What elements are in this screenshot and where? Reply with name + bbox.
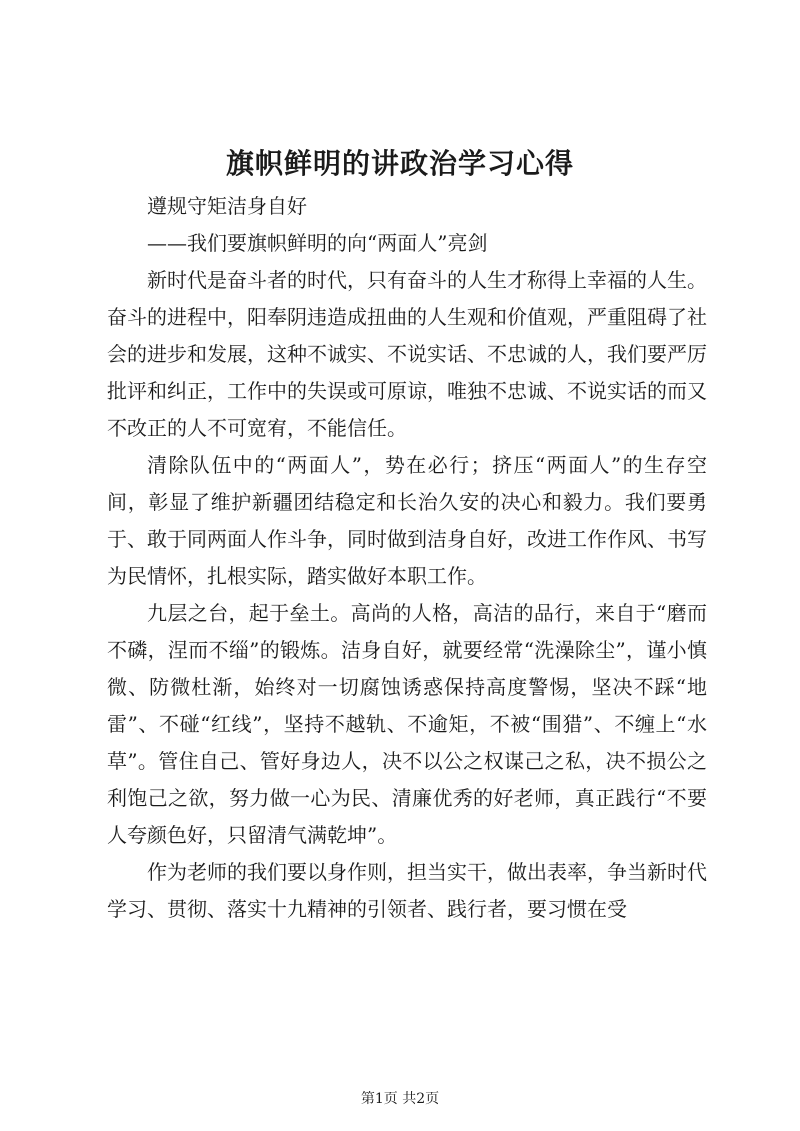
paragraph: 新时代是奋斗者的时代，只有奋斗的人生才称得上幸福的人生。奋斗的进程中，阳奉阴违造成扭曲的人生观和价值观，严重阻碍了社会的进步和发展，这种不诚实、不说实话、不忠诚的人，我们要严厉批评和纠正，工作中的失误或可原谅，唯独不忠诚、不说实话的而又不改正的人不可宽宥，不能信任。 bbox=[107, 268, 707, 440]
paragraph: 清除队伍中的“两面人”，势在必行；挤压“两面人”的生存空间，彰显了维护新疆团结稳定和长治久安的决心和毅力。我们要勇于、敢于同两面人作斗争，同时做到洁身自好，改进工作作风、书写为民情怀，扎根实际，踏实做好本职工作。 bbox=[107, 453, 707, 588]
subtitle-line: 遵规守矩洁身自好 bbox=[147, 194, 307, 218]
document-body bbox=[107, 188, 707, 928]
paragraph: 作为老师的我们要以身作则，担当实干，做出表率，争当新时代学习、贯彻、落实十九精神的引领者、践行者，要习惯在受 bbox=[107, 860, 707, 921]
page-footer: 第1页 共2页 bbox=[360, 1091, 440, 1107]
subtitle-line: ——我们要旗帜鲜明的向“两面人”亮剑 bbox=[147, 231, 488, 255]
paragraph: 九层之台，起于垒土。高尚的人格，高洁的品行，来自于“磨而不磷，涅而不缁”的锻炼。洁身自好，就要经常“洗澡除尘”，谨小慎微、防微杜渐，始终对一切腐蚀诱惑保持高度警惕，坚决不踩“地雷”、不碰“红线”，坚持不越轨、不逾矩，不被“围猎”、不缠上“水草”。管住自己、管好身边人，决不以公之权谋己之私，决不损公之利饱己之欲，努力做一心为民、清廉优秀的好老师，真正践行“不要人夸颜色好，只留清气满乾坤”。 bbox=[107, 601, 707, 847]
document-title: 旗帜鲜明的讲政治学习心得 bbox=[225, 147, 574, 180]
